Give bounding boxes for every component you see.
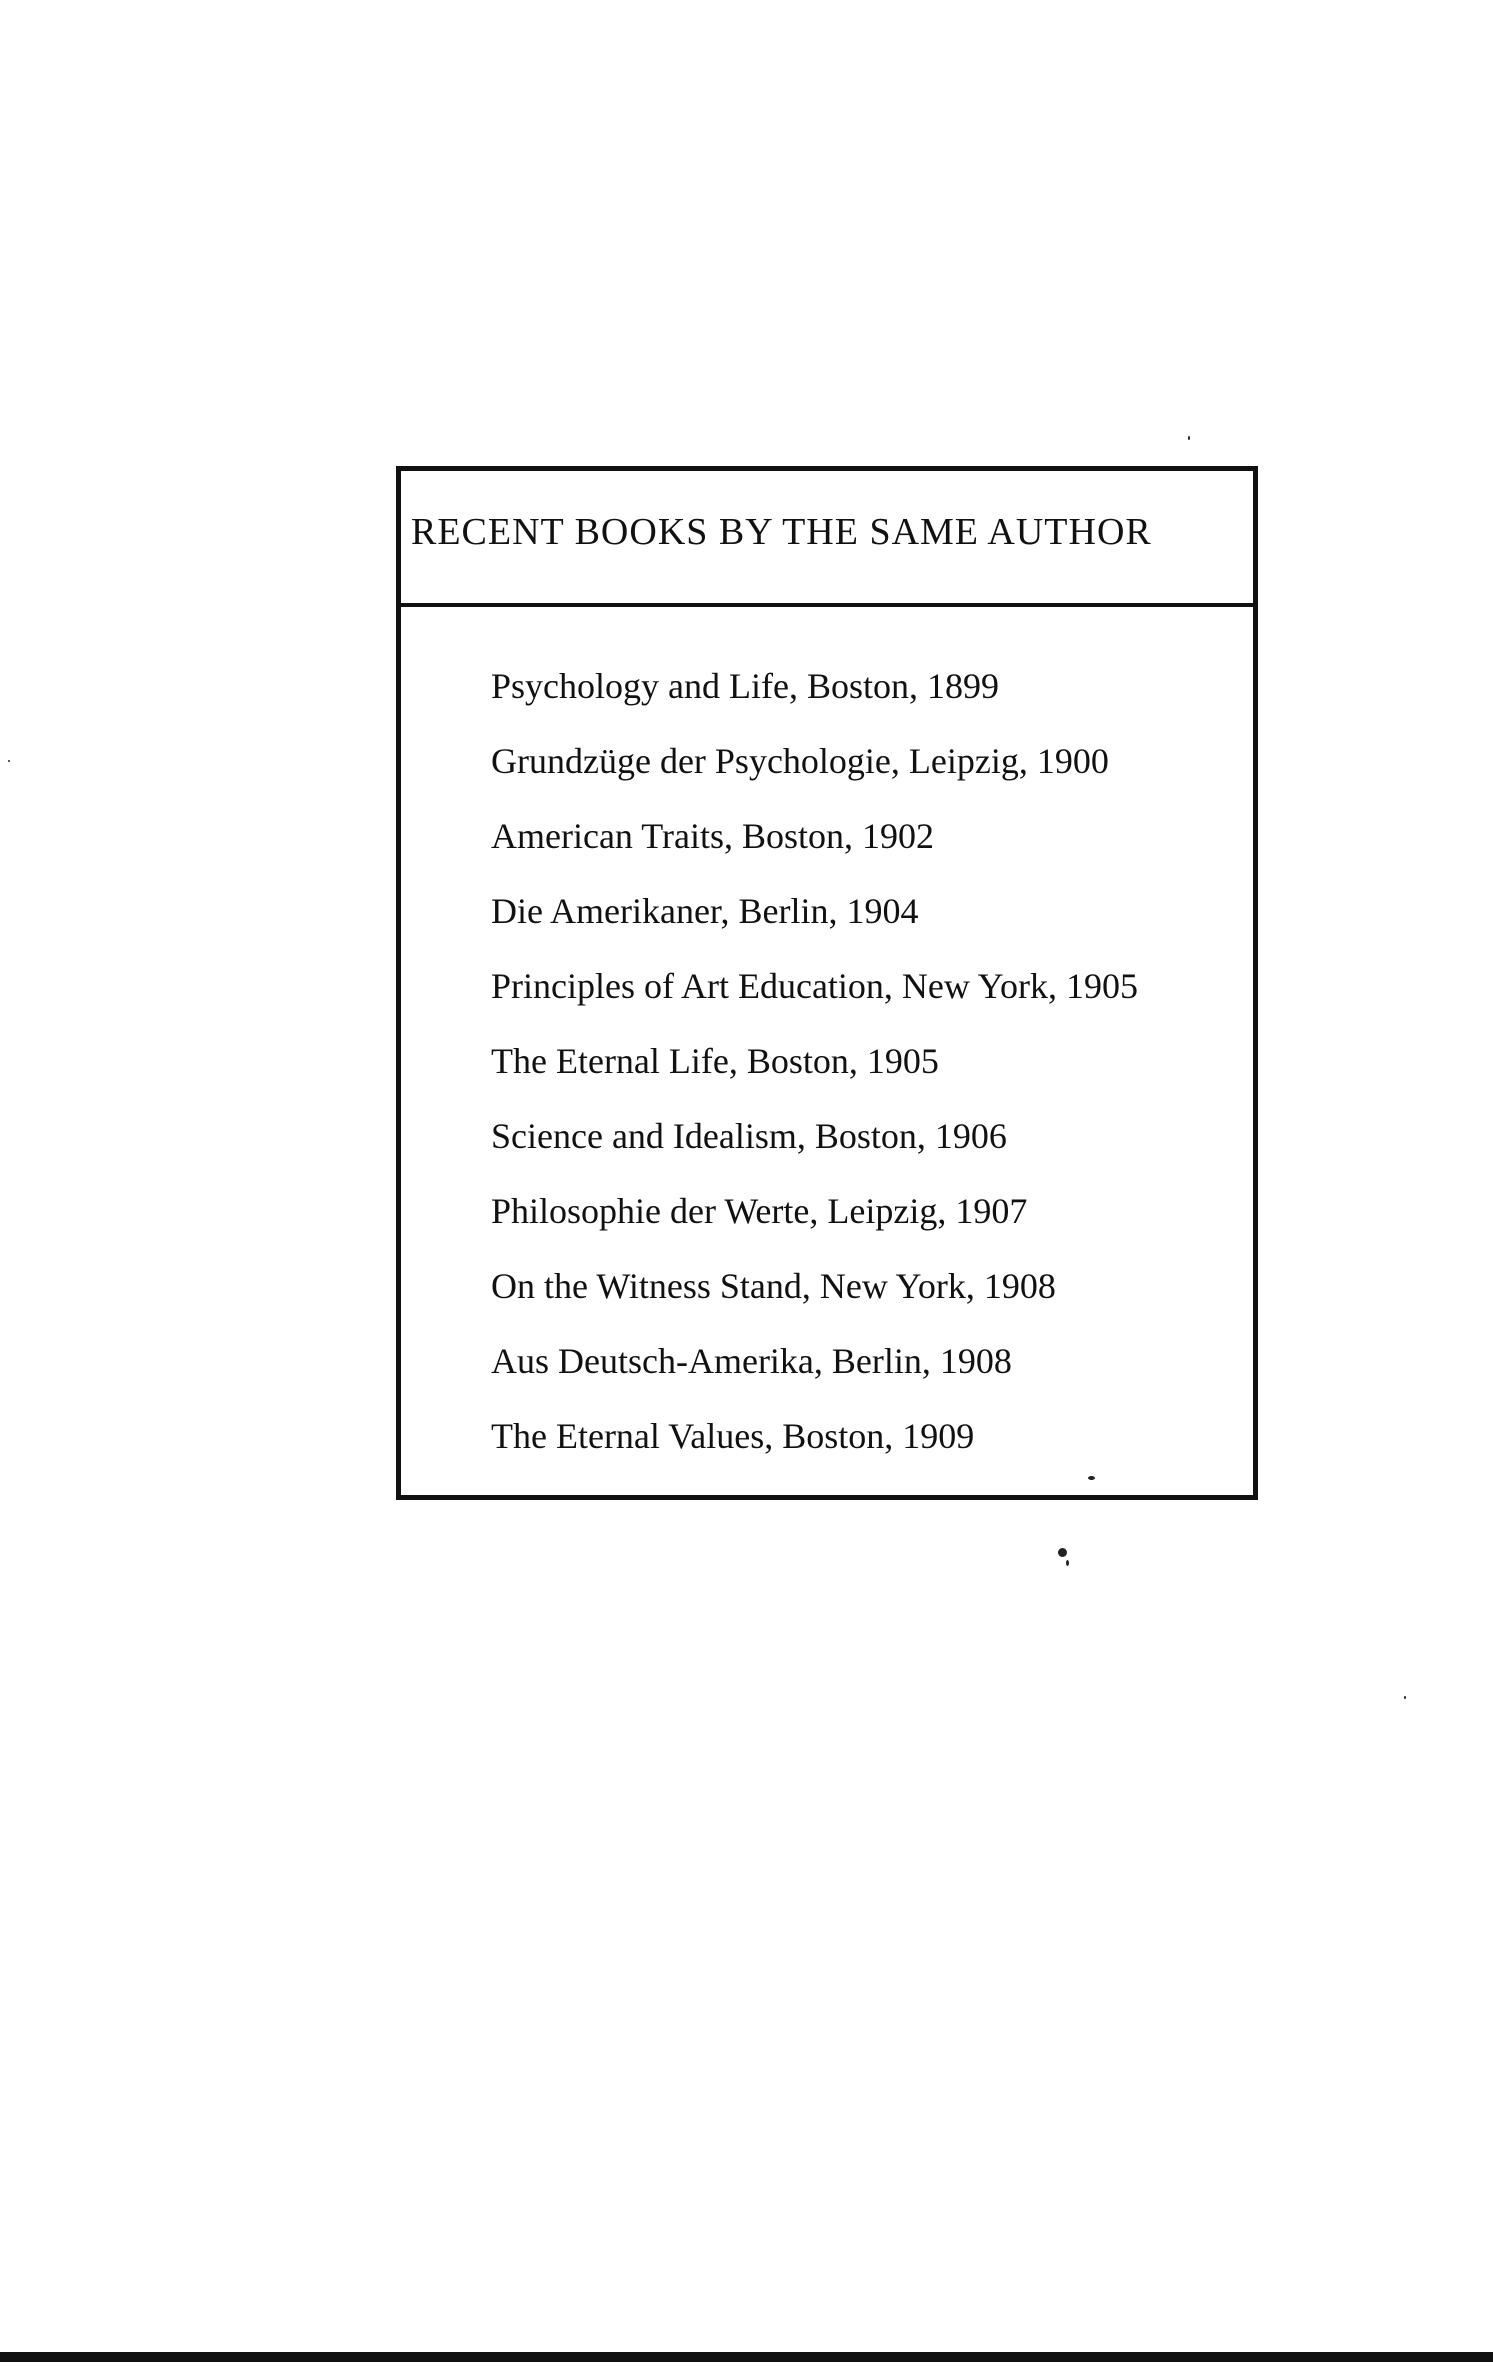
book-item: The Eternal Life, Boston, 1905 [491, 1041, 939, 1081]
book-item: Aus Deutsch-Amerika, Berlin, 1908 [491, 1341, 1012, 1381]
book-item: Psychology and Life, Boston, 1899 [491, 666, 999, 706]
book-item: The Eternal Values, Boston, 1909 [491, 1416, 975, 1456]
scan-speck [1404, 1696, 1406, 1699]
recent-books-box [396, 466, 1258, 1500]
box-header [401, 471, 1253, 607]
scan-speck [1188, 436, 1190, 440]
book-item: Grundzüge der Psychologie, Leipzig, 1900 [491, 741, 1109, 781]
box-title: RECENT BOOKS BY THE SAME AUTHOR [411, 511, 1152, 553]
book-item: American Traits, Boston, 1902 [491, 816, 935, 856]
book-item: Science and Idealism, Boston, 1906 [491, 1116, 1007, 1156]
book-item: Die Amerikaner, Berlin, 1904 [491, 891, 919, 931]
scan-speck [1058, 1548, 1067, 1557]
bottom-rule [0, 2352, 1493, 2362]
scan-speck [1088, 1476, 1095, 1480]
book-item: On the Witness Stand, New York, 1908 [491, 1266, 1056, 1306]
book-item: Principles of Art Education, New York, 1905 [491, 966, 1138, 1006]
scan-speck [8, 760, 10, 762]
book-list [491, 649, 1138, 1474]
scan-speck [1066, 1560, 1069, 1566]
book-item: Philosophie der Werte, Leipzig, 1907 [491, 1191, 1028, 1231]
